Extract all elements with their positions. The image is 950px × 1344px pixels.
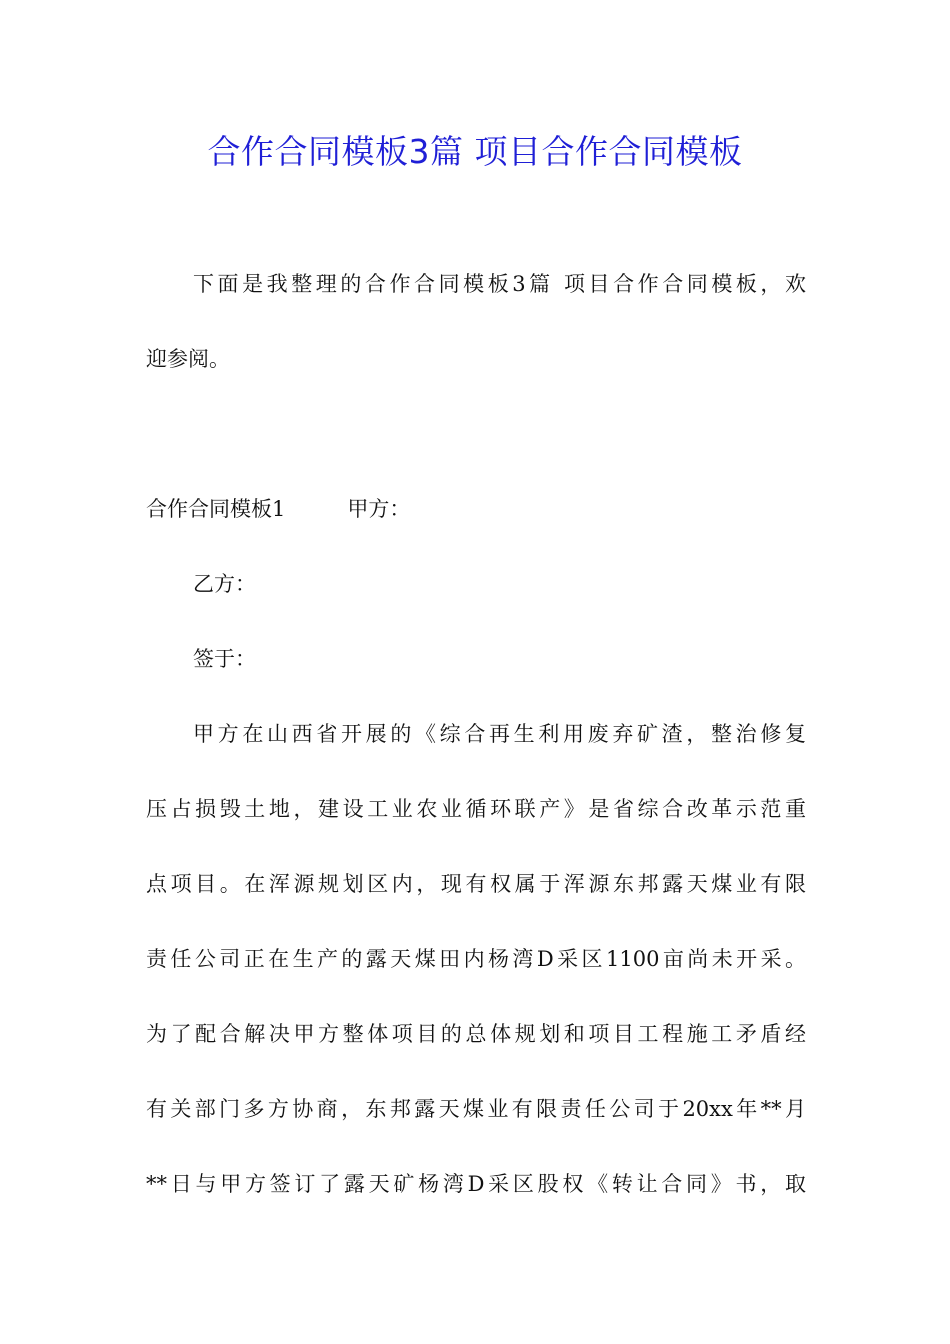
body-line-2: 压占损毁土地，建设工业农业循环联产》是省综合改革示范重 [146,797,806,821]
document-title: 合作合同模板3篇 项目合作合同模板 [207,132,743,171]
body-line-1: 甲方在山西省开展的《综合再生利用废弃矿渣，整治修复 [193,722,806,746]
signed-at-label: 签于： [193,647,256,671]
body-line-5: 为了配合解决甲方整体项目的总体规划和项目工程施工矛盾经 [146,1022,806,1046]
section-heading-row [146,493,806,525]
body-line-4: 责任公司正在生产的露天煤田内杨湾D采区1100亩尚未开采。 [146,947,806,971]
section-heading: 合作合同模板1 [146,497,286,521]
body-line-3: 点项目。在浑源规划区内，现有权属于浑源东邦露天煤业有限 [146,872,806,896]
body-line-7: **日与甲方签订了露天矿杨湾D采区股权《转让合同》书，取 [146,1172,806,1196]
party-a-label: 甲方： [347,497,411,521]
body-line-6: 有关部门多方协商，东邦露天煤业有限责任公司于20xx年**月 [146,1097,806,1121]
intro-line-2: 迎参阅。 [146,347,230,371]
intro-line-1: 下面是我整理的合作合同模板3篇 项目合作合同模板，欢 [193,272,806,296]
party-b-label: 乙方： [193,572,256,596]
